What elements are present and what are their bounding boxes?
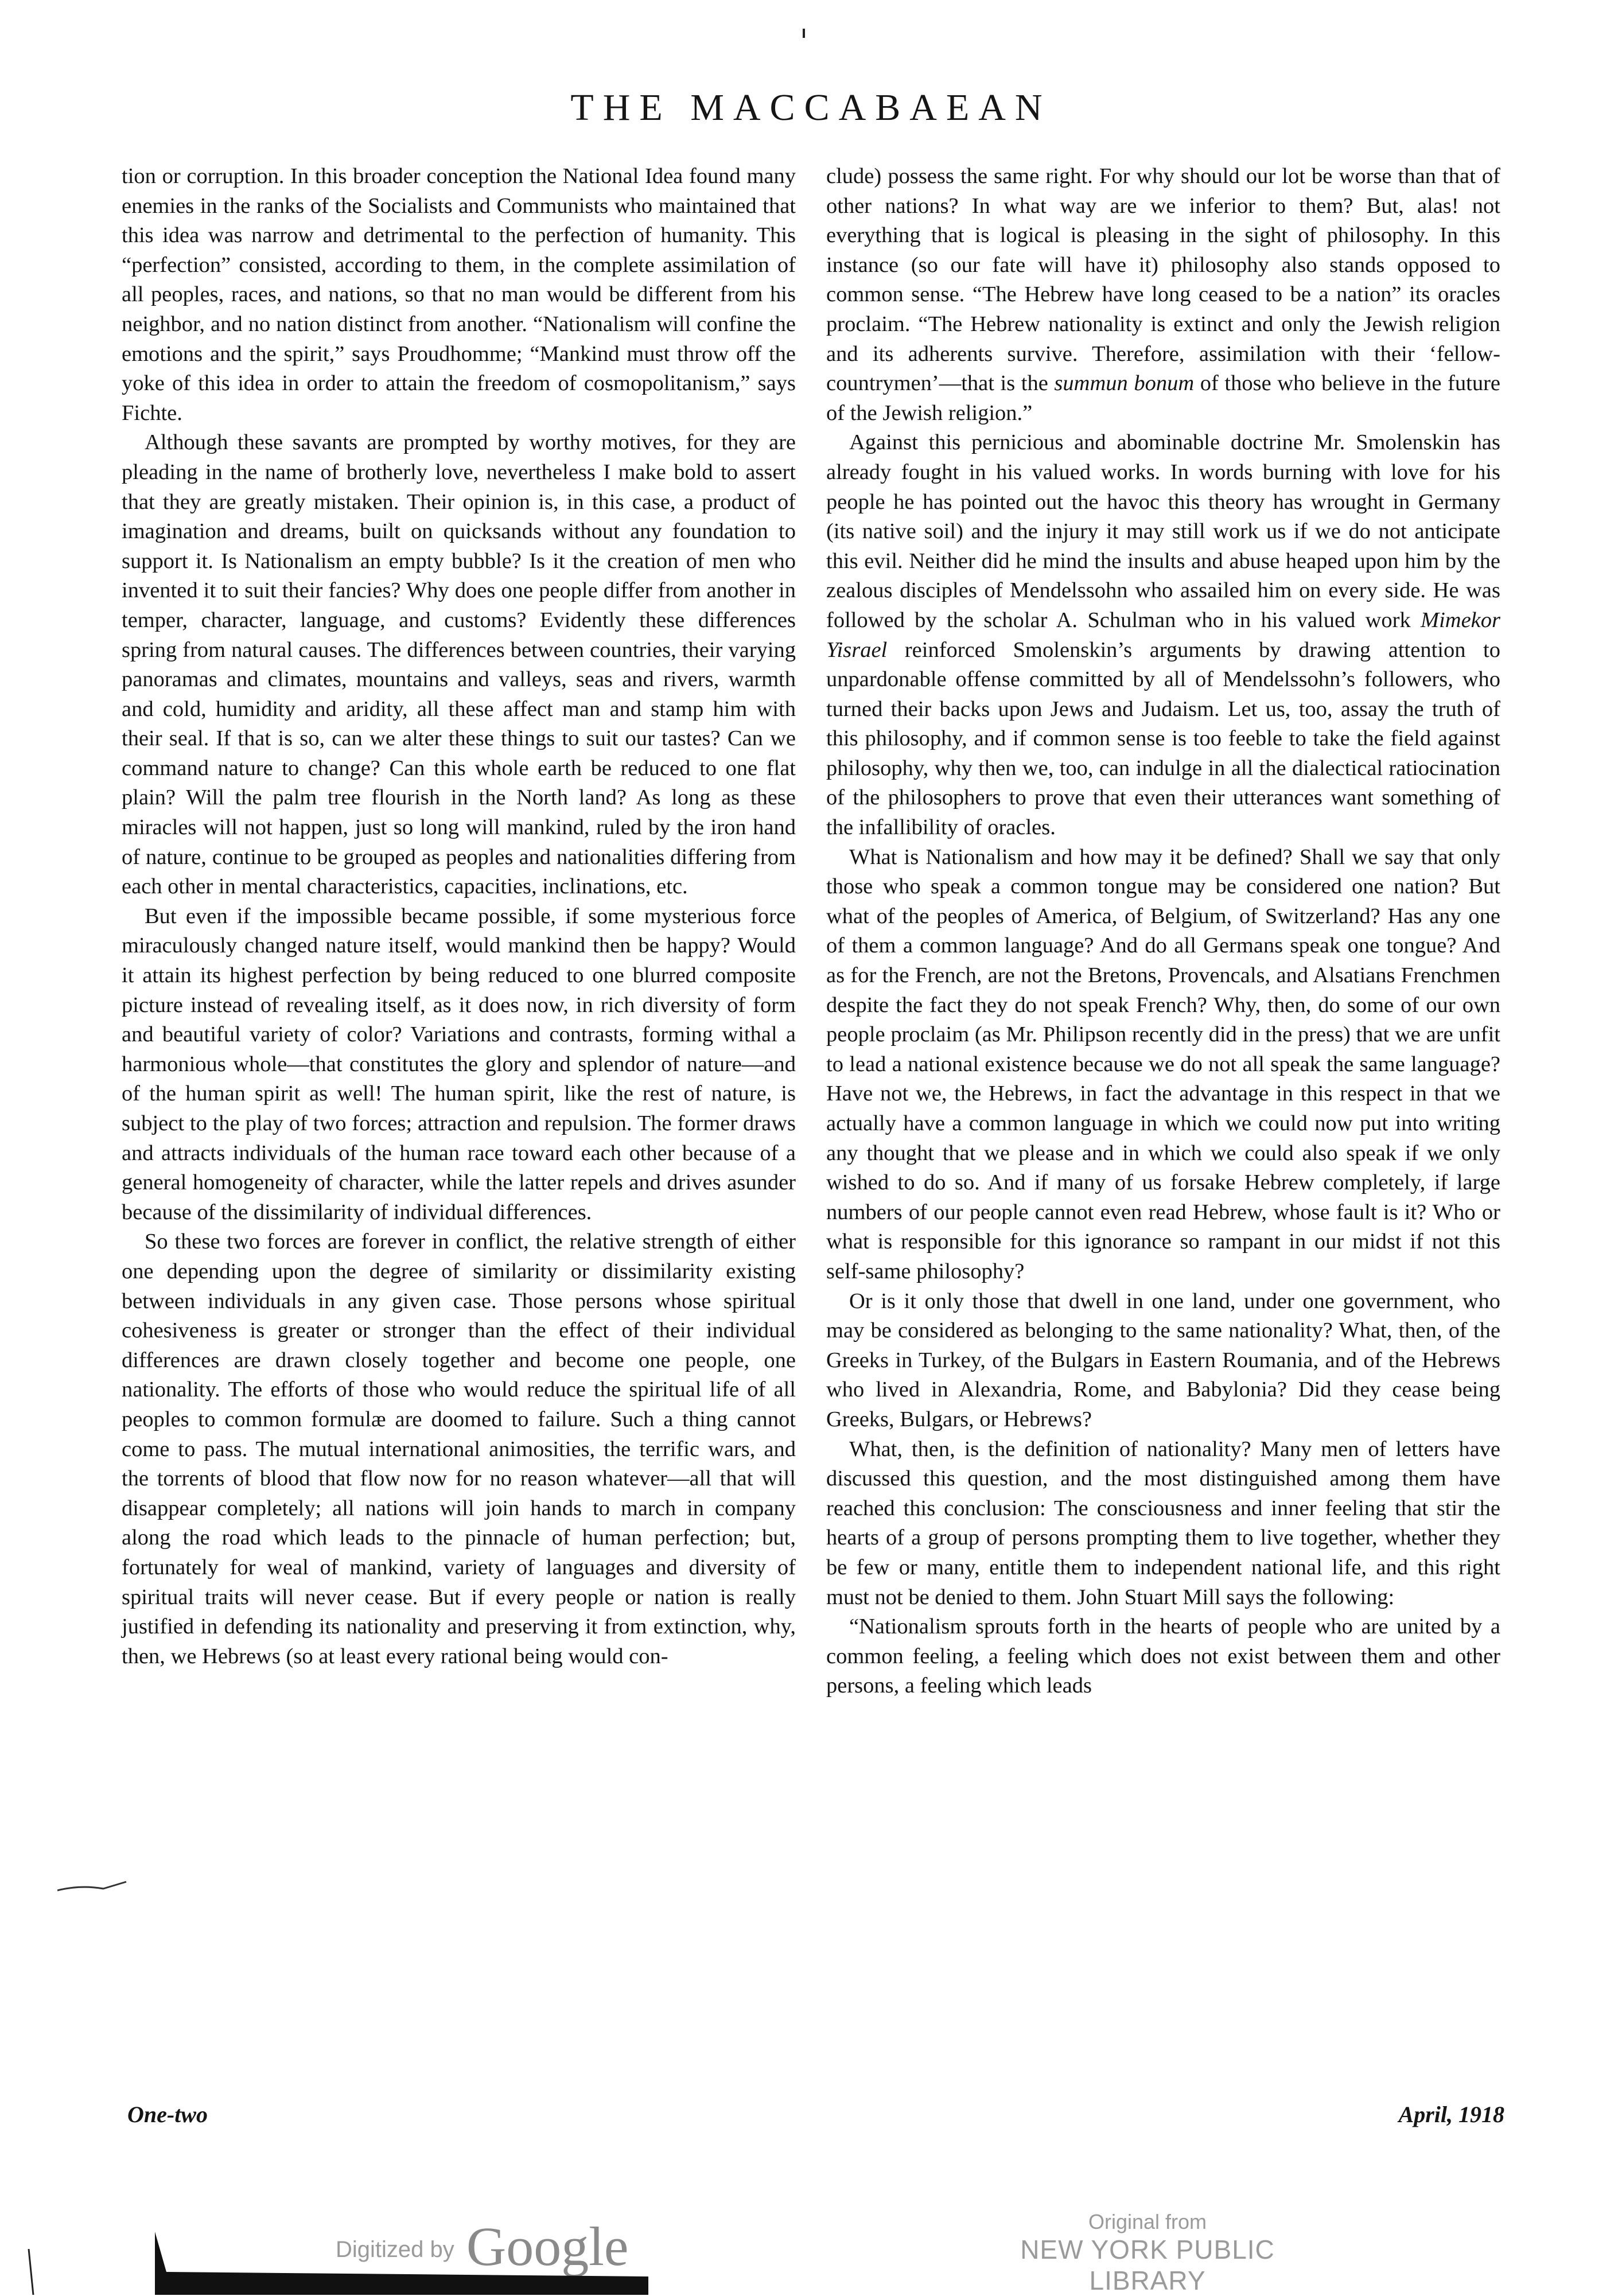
paragraph: Although these savants are prompted by worthy motives, for they are pleading in the name of brotherly love, nevertheless I make bold to assert that they are greatly mistaken. Their opinion is, in this case, a product of imagination and dreams, built on quicksands without any foundation to support it. Is Nationalism an empty bubble? Is it the creation of men who invented it to suit their fancies? Why does one people differ from another in temper, character, language, and customs? Evidently these differences spring from natural causes. The differences between countries, their varying panoramas and climates, mountains and valleys, seas and rivers, warmth and cold, humidity and aridity, all these affect man and stamp him with their seal. If that is so, can we alter these things to suit our tastes? Can we command nature to change? Can this whole earth be reduced to one flat plain? Will the palm tree flourish in the North land? As long as these miracles will not happen, just so long will mankind, ruled by the iron hand of nature, continue to be grouped as peoples and nationalities differing from each other in mental characteristics, capacities, inclinations, etc. xyxy=(122,430,796,899)
scan-tick-mark xyxy=(800,29,807,40)
scan-edge-shadow xyxy=(155,2232,648,2295)
paragraph: tion or corruption. In this broader conception the National Idea found many enemies in the ranks of the Socialists and Communists who maintained that this idea was narrow and detrimental to the perfection of humanity. This “perfection” consisted, according to them, in the complete assimilation of all peoples, races, and nations, so that no man would be different from his neighbor, and no nation distinct from another. “Nationalism will confine the emotions and the spirit,” says Proudhomme; “Mankind must throw off the yoke of this idea in order to attain the freedom of cosmopolitanism,” says Fichte. xyxy=(122,164,796,425)
original-source-notice xyxy=(970,2210,1325,2296)
digitized-by-label: Digitized by xyxy=(336,2237,454,2262)
paragraph: What, then, is the definition of nationality? Many men of letters have discussed this question, and the most distinguished among them have reached this conclusion: The consciousness and inner feeling that stir the hearts of a group of persons prompting them to live together, whether they be few or many, entitle them to independent national life, and this right must not be denied to them. John Stuart Mill says the following: xyxy=(826,1437,1500,1609)
latin-phrase: summun bonum xyxy=(1054,371,1195,396)
paragraph: But even if the impossible became possible, if some mysterious force miraculously changed nature itself, would mankind then be happy? Would it attain its highest perfection by being reduced to one blurred composite picture instead of revealing itself, as it does now, in rich diversity of form and beautiful variety of color? Variations and contrasts, forming withal a harmonious whole—that constitutes the glory and splendor of nature—and of the human spirit as well! The human spirit, like the rest of nature, is subject to the play of two forces; attraction and repulsion. The former draws and attracts individuals of the human race toward each other because of a general homogeneity of character, while the latter repels and drives asunder because of the dissimilarity of individual differences. xyxy=(122,904,796,1224)
margin-pencil-mark xyxy=(57,1865,143,1899)
running-head-title: THE MACCABAEAN xyxy=(570,87,1052,129)
paragraph: Or is it only those that dwell in one land, under one government, who may be considered as belonging to the same nationality? What, then, of the Greeks in Turkey, of the Bulgars in Eastern Roumania, and of the Hebrews who lived in Alexandria, Rome, and Babylonia? Did they cease being Greeks, Bulgars, or Hebrews? xyxy=(826,1289,1500,1431)
paragraph-text: Against this pernicious and abominable doctrine Mr. Smolenskin has already fought in his valued works. In words burning with love for his people he has pointed out the havoc this theory has wrought in Germany (its native soil) and the injury it may still work us if we do not anticipate this evil. Neither did he mind the insults and abuse heaped upon him by the zealous disciples of Mendelssohn who assailed him on every side. He was followed by the scholar A. Schulman who in his valued work xyxy=(826,430,1500,632)
library-name: NEW YORK PUBLIC LIBRARY xyxy=(1020,2235,1275,2295)
paragraph-text: reinforced Smolenskin’s arguments by drawing attention to unpardonable offense committed by all of Mendelssohn’s followers, who turned their backs upon Jews and Judaism. Let us, too, assay the truth of this philosophy, and if common sense is too feeble to take the field against philosophy, why then we, too, can indulge in all the dialectical ratiocination of the philosophers to prove that even their utterances want something of the infallibility of oracles. xyxy=(826,637,1500,840)
paragraph-text: clude) possess the same right. For why should our lot be worse than that of other nations? In what way are we inferior to them? But, alas! not everything that is logical is pleasing in the sight of philosophy. In this instance (so our fate will have it) philosophy also stands opposed to common sense. “The Hebrew have long ceased to be a nation” its oracles proclaim. “The Hebrew nationality is extinct and only the Jewish religion and its adherents survive. Therefore, assimilation with their ‘fellow-countrymen’—that is the xyxy=(826,164,1500,396)
issue-date: April, 1918 xyxy=(1398,2102,1504,2127)
left-column xyxy=(122,162,796,1671)
scan-edge-line xyxy=(23,2249,40,2295)
google-logo: Google xyxy=(466,2216,629,2277)
page-number: One-two xyxy=(127,2102,208,2127)
work-title: Mimekor Yisrael xyxy=(826,608,1500,662)
right-column xyxy=(826,162,1500,1701)
paragraph xyxy=(826,162,1500,428)
paragraph: “Nationalism sprouts forth in the hearts of people who are united by a common feeling, a feeling which does not exist between them and other persons, a feeling which leads xyxy=(826,1614,1500,1698)
paragraph: So these two forces are forever in conflict, the relative strength of either one depending upon the degree of similarity or dissimilarity existing between individuals in any given case. Those persons whose spiritual cohesiveness is greater or stronger than the effect of their individual differences are drawn closely together and become one people, one nationality. The efforts of those who would reduce the spiritual life of all peoples to common formulæ are doomed to failure. Such a thing cannot come to pass. The mutual international animosities, the terrific wars, and the torrents of blood that flow now for no reason whatever—all that will disappear completely; all nations will join hands to march in company along the road which leads to the pinnacle of human perfection; but, fortunately for weal of mankind, variety of languages and diversity of spiritual traits will never cease. But if every people or nation is really justified in defending its nationality and preserving it from extinction, why, then, we Hebrews (so at least every rational being would con- xyxy=(122,1229,796,1668)
paragraph-text: of those who believe in the future of the Jewish religion.” xyxy=(826,371,1500,425)
original-from-label: Original from xyxy=(1088,2210,1207,2233)
paragraph: What is Nationalism and how may it be defined? Shall we say that only those who speak a common tongue may be considered one nation? But what of the peoples of America, of Belgium, of Switzerland? Has any one of them a common language? And do all Germans speak one tongue? And as for the French, are not the Bretons, Provencals, and Alsatians Frenchmen despite the fact they do not speak French? Why, then, do some of our own people proclaim (as Mr. Philipson recently did in the press) that we are unfit to lead a national existence because we do not all speak the same language? Have not we, the Hebrews, in fact the advantage in this respect in that we actually have a common language in which we could now put into writing any thought that we please and in which we could also speak if we only wished to do so. And if many of us forsake Hebrew completely, if large numbers of our people cannot even read Hebrew, whose fault is it? Who or what is responsible for this ignorance so rampant in our midst if not this self-same philosophy? xyxy=(826,845,1500,1283)
paragraph xyxy=(826,428,1500,842)
